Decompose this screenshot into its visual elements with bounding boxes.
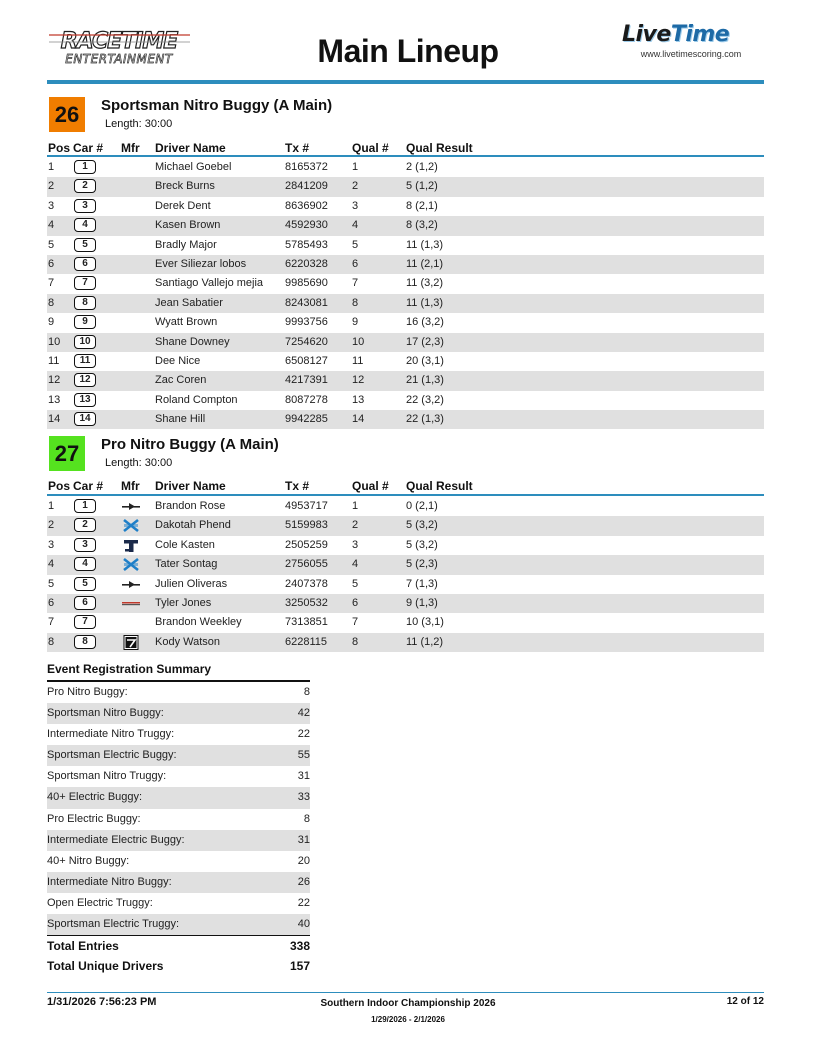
- total-entries-row: [47, 935, 310, 956]
- pos-cell: 5: [48, 577, 55, 590]
- table-row: [47, 391, 764, 410]
- table-header-27: [47, 478, 764, 494]
- qual-number-cell: 14: [352, 413, 365, 426]
- summary-class-count: 22: [297, 728, 310, 741]
- qual-result-cell: 11 (1,2): [406, 635, 444, 648]
- pos-cell: 7: [48, 277, 55, 290]
- car-number-box: 13: [74, 393, 96, 407]
- livetime-time: Time: [670, 22, 730, 47]
- livetime-wordmark: [622, 22, 764, 47]
- qual-number-cell: 3: [352, 538, 359, 551]
- qual-number-cell: 7: [352, 277, 359, 290]
- summary-class-label: Sportsman Nitro Truggy:: [47, 770, 167, 783]
- summary-class-label: 40+ Nitro Buggy:: [47, 854, 130, 867]
- pos-cell: 11: [48, 354, 60, 367]
- race-name: Sportsman Nitro Buggy (A Main): [101, 97, 333, 114]
- transponder-cell: 8087278: [285, 393, 328, 406]
- table-row: [47, 236, 764, 255]
- pos-cell: 6: [48, 596, 55, 609]
- summary-class-count: 8: [303, 686, 310, 698]
- pos-cell: 1: [48, 500, 55, 512]
- driver-name-cell: Tater Sontag: [155, 558, 218, 571]
- transponder-cell: 7254620: [285, 335, 328, 348]
- pos-cell: 4: [48, 219, 55, 232]
- car-number-box: 3: [74, 199, 96, 213]
- col-qual-result: Qual Result: [406, 479, 473, 493]
- driver-name-cell: Jean Sabatier: [155, 296, 223, 309]
- table-row: [47, 333, 764, 352]
- livetime-live: Live: [622, 22, 671, 47]
- qual-result-cell: 2 (1,2): [406, 161, 438, 173]
- summary-row: [47, 893, 310, 914]
- qual-number-cell: 4: [352, 219, 359, 232]
- qual-result-cell: 5 (3,2): [406, 519, 438, 532]
- race-number-badge: 27: [49, 436, 85, 471]
- col-qual: Qual #: [352, 479, 389, 493]
- driver-name-cell: Roland Compton: [155, 393, 238, 406]
- qual-result-cell: 7 (1,3): [406, 577, 438, 590]
- qual-result-cell: 5 (3,2): [406, 538, 438, 551]
- box-manufacturer-icon: [121, 635, 141, 650]
- col-tx: Tx #: [285, 141, 310, 155]
- qual-result-cell: 20 (3,1): [406, 354, 444, 367]
- transponder-cell: 8165372: [285, 161, 328, 173]
- col-qual-result: Qual Result: [406, 141, 473, 155]
- pos-cell: 14: [48, 413, 61, 426]
- table-row: [47, 352, 764, 371]
- qual-number-cell: 6: [352, 596, 359, 609]
- summary-class-count: 31: [297, 770, 310, 783]
- table-row: [47, 516, 764, 535]
- qual-number-cell: 1: [352, 161, 359, 173]
- transponder-cell: 4953717: [285, 500, 328, 512]
- summary-class-count: 8: [303, 812, 310, 825]
- qual-number-cell: 8: [352, 635, 359, 648]
- pos-cell: 8: [48, 296, 55, 309]
- dash-manufacturer-icon: [121, 577, 141, 592]
- summary-row: [47, 724, 310, 745]
- table-row: [47, 177, 764, 196]
- table-row: [47, 633, 764, 652]
- qual-number-cell: 6: [352, 257, 359, 270]
- qual-result-cell: 9 (1,3): [406, 596, 438, 609]
- qual-result-cell: 16 (3,2): [406, 316, 444, 329]
- lineup-table-26: [47, 158, 764, 429]
- qual-number-cell: 2: [352, 180, 359, 193]
- t-manufacturer-icon: [121, 538, 141, 553]
- table-row: [47, 371, 764, 390]
- transponder-cell: 9985690: [285, 277, 328, 290]
- driver-name-cell: Bradly Major: [155, 238, 217, 251]
- driver-name-cell: Derek Dent: [155, 199, 211, 212]
- transponder-cell: 2505259: [285, 538, 328, 551]
- qual-result-cell: 17 (2,3): [406, 335, 444, 348]
- pos-cell: 2: [48, 519, 55, 532]
- table-row: [47, 536, 764, 555]
- qual-result-cell: 10 (3,1): [406, 616, 444, 629]
- printed-timestamp: 1/31/2026 7:56:23 PM: [47, 996, 157, 1008]
- summary-row: [47, 682, 310, 703]
- qual-result-cell: 22 (3,2): [406, 393, 444, 406]
- transponder-cell: 8636902: [285, 199, 328, 212]
- qual-result-cell: 11 (1,3): [406, 296, 444, 309]
- total-unique-value: 157: [289, 959, 310, 974]
- footer-rule: [47, 992, 764, 993]
- total-entries-label: Total Entries: [47, 939, 119, 954]
- qual-number-cell: 8: [352, 296, 359, 309]
- qual-number-cell: 5: [352, 238, 359, 251]
- pos-cell: 7: [48, 616, 55, 629]
- pos-cell: 4: [48, 558, 55, 571]
- transponder-cell: 4592930: [285, 219, 328, 232]
- qual-number-cell: 13: [352, 393, 365, 406]
- qual-result-cell: 5 (1,2): [406, 180, 438, 193]
- summary-row: [47, 745, 310, 766]
- driver-name-cell: Wyatt Brown: [155, 316, 218, 329]
- qual-number-cell: 7: [352, 616, 359, 629]
- car-number-box: 7: [74, 276, 96, 290]
- car-number-box: 9: [74, 315, 96, 329]
- summary-class-count: 22: [297, 896, 310, 909]
- total-unique-label: Total Unique Drivers: [47, 959, 164, 974]
- transponder-cell: 2407378: [285, 577, 328, 590]
- col-car: Car #: [73, 479, 104, 493]
- event-name: Southern Indoor Championship 2026: [320, 998, 496, 1009]
- table-row: [47, 555, 764, 574]
- qual-number-cell: 2: [352, 519, 359, 532]
- race-length: Length: 30:00: [105, 457, 173, 469]
- car-number-box: 1: [74, 160, 96, 174]
- driver-name-cell: Tyler Jones: [155, 596, 212, 609]
- summary-class-label: Sportsman Nitro Buggy:: [47, 707, 164, 720]
- table-row: [47, 158, 764, 177]
- driver-name-cell: Brandon Rose: [155, 500, 226, 512]
- driver-name-cell: Santiago Vallejo mejia: [155, 277, 264, 290]
- transponder-cell: 7313851: [285, 616, 328, 629]
- pos-cell: 1: [48, 161, 55, 173]
- driver-name-cell: Dakotah Phend: [155, 519, 231, 532]
- qual-number-cell: 1: [352, 500, 359, 512]
- col-car: Car #: [73, 141, 104, 155]
- livetime-url: www.livetimescoring.com: [640, 49, 742, 59]
- col-qual: Qual #: [352, 141, 389, 155]
- transponder-cell: 2841209: [285, 180, 328, 193]
- summary-class-label: Intermediate Electric Buggy:: [47, 833, 185, 846]
- qual-result-cell: 11 (2,1): [406, 257, 444, 270]
- summary-row: [47, 703, 310, 724]
- qual-result-cell: 11 (3,2): [406, 277, 444, 290]
- car-number-box: 3: [74, 538, 96, 552]
- pos-cell: 2: [48, 180, 55, 193]
- transponder-cell: 5159983: [285, 519, 328, 532]
- driver-name-cell: Dee Nice: [155, 354, 201, 367]
- summary-class-count: 20: [297, 854, 310, 867]
- x-manufacturer-icon: [121, 557, 141, 572]
- summary-class-count: 55: [297, 749, 310, 762]
- summary-class-label: Intermediate Nitro Truggy:: [47, 728, 175, 741]
- page-number: 12 of 12: [726, 996, 764, 1007]
- summary-class-label: Open Electric Truggy:: [47, 896, 153, 909]
- col-driver: Driver Name: [155, 479, 226, 493]
- col-pos: Pos: [48, 479, 71, 493]
- table-row: [47, 497, 764, 516]
- col-mfr: Mfr: [121, 141, 140, 155]
- qual-number-cell: 3: [352, 199, 359, 212]
- summary-row: [47, 851, 310, 872]
- pos-cell: 12: [48, 374, 61, 387]
- summary-row: [47, 914, 310, 935]
- car-number-box: 11: [74, 354, 96, 368]
- car-number-box: 5: [74, 577, 96, 591]
- summary-class-count: 33: [297, 791, 310, 804]
- table-row: [47, 255, 764, 274]
- summary-title: Event Registration Summary: [47, 662, 212, 676]
- transponder-cell: 5785493: [285, 238, 328, 251]
- qual-number-cell: 12: [352, 374, 365, 387]
- pos-cell: 9: [48, 316, 55, 329]
- summary-class-label: Sportsman Electric Buggy:: [47, 749, 177, 762]
- car-number-box: 10: [74, 335, 96, 349]
- qual-result-cell: 0 (2,1): [406, 500, 438, 512]
- driver-name-cell: Michael Goebel: [155, 161, 232, 173]
- car-number-box: 4: [74, 218, 96, 232]
- pos-cell: 5: [48, 238, 55, 251]
- transponder-cell: 6508127: [285, 354, 328, 367]
- car-number-box: 4: [74, 557, 96, 571]
- table-row: [47, 575, 764, 594]
- car-number-box: 2: [74, 518, 96, 532]
- summary-class-label: Intermediate Nitro Buggy:: [47, 875, 172, 888]
- driver-name-cell: Zac Coren: [155, 374, 207, 387]
- qual-result-cell: 5 (2,3): [406, 558, 438, 571]
- car-number-box: 8: [74, 635, 96, 649]
- transponder-cell: 9942285: [285, 413, 328, 426]
- pos-cell: 8: [48, 635, 55, 648]
- pos-cell: 10: [48, 335, 61, 348]
- lineup-table-27: [47, 497, 764, 652]
- qual-number-cell: 4: [352, 558, 359, 571]
- table-row: [47, 274, 764, 293]
- table-row: [47, 410, 764, 429]
- qual-number-cell: 5: [352, 577, 359, 590]
- event-dates: 1/29/2026 - 2/1/2026: [371, 1015, 445, 1024]
- pos-cell: 13: [48, 393, 61, 406]
- race-length: Length: 30:00: [105, 118, 173, 130]
- car-number-box: 1: [74, 499, 96, 513]
- summary-class-count: 40: [297, 918, 310, 931]
- logo-left-subword: ENTERTAINMENT: [65, 52, 173, 66]
- summary-row: [47, 809, 310, 830]
- driver-name-cell: Julien Oliveras: [155, 577, 228, 590]
- summary-class-count: 31: [297, 833, 310, 846]
- summary-row: [47, 830, 310, 851]
- pos-cell: 6: [48, 257, 55, 270]
- col-tx: Tx #: [285, 479, 310, 493]
- qual-result-cell: 21 (1,3): [406, 374, 444, 387]
- transponder-cell: 9993756: [285, 316, 328, 329]
- logo-left-word: RACETIME: [60, 29, 178, 54]
- x-manufacturer-icon: [121, 518, 141, 533]
- transponder-cell: 6220328: [285, 257, 328, 270]
- qual-result-cell: 11 (1,3): [406, 238, 444, 251]
- car-number-box: 6: [74, 596, 96, 610]
- livetime-logo: [622, 22, 764, 59]
- driver-name-cell: Brandon Weekley: [155, 616, 242, 629]
- summary-rows: [47, 682, 310, 935]
- summary-row: [47, 872, 310, 893]
- header-rule: [47, 80, 764, 84]
- summary-row: [47, 787, 310, 808]
- car-number-box: 12: [74, 373, 96, 387]
- page-title: Main Lineup: [317, 33, 499, 69]
- driver-name-cell: Shane Downey: [155, 335, 230, 348]
- car-number-box: 6: [74, 257, 96, 271]
- summary-class-count: 26: [297, 875, 310, 888]
- transponder-cell: 8243081: [285, 296, 328, 309]
- driver-name-cell: Breck Burns: [155, 180, 215, 193]
- col-pos: Pos: [48, 141, 71, 155]
- pos-cell: 3: [48, 538, 55, 551]
- dash-manufacturer-icon: [121, 499, 141, 514]
- qual-result-cell: 8 (2,1): [406, 199, 438, 212]
- col-driver: Driver Name: [155, 141, 226, 155]
- car-number-box: 8: [74, 296, 96, 310]
- table-header-rule: [47, 494, 764, 496]
- driver-name-cell: Kasen Brown: [155, 219, 221, 232]
- qual-result-cell: 22 (1,3): [406, 413, 444, 426]
- col-mfr: Mfr: [121, 479, 140, 493]
- qual-number-cell: 9: [352, 316, 359, 329]
- car-number-box: 7: [74, 615, 96, 629]
- table-row: [47, 313, 764, 332]
- qual-number-cell: 11: [352, 354, 364, 367]
- summary-class-label: Pro Electric Buggy:: [47, 812, 141, 825]
- qual-result-cell: 8 (3,2): [406, 219, 438, 232]
- table-row: [47, 613, 764, 632]
- summary-row: [47, 766, 310, 787]
- transponder-cell: 3250532: [285, 596, 328, 609]
- summary-class-label: Sportsman Electric Truggy:: [47, 918, 180, 931]
- pos-cell: 3: [48, 199, 55, 212]
- driver-name-cell: Cole Kasten: [155, 538, 215, 551]
- race-name: Pro Nitro Buggy (A Main): [101, 436, 279, 453]
- transponder-cell: 4217391: [285, 374, 328, 387]
- event-registration-summary: [47, 662, 310, 977]
- transponder-cell: 2756055: [285, 558, 328, 571]
- summary-class-label: 40+ Electric Buggy:: [47, 791, 143, 804]
- car-number-box: 14: [74, 412, 96, 426]
- total-entries-value: 338: [289, 939, 310, 954]
- qual-number-cell: 10: [352, 335, 365, 348]
- transponder-cell: 6228115: [285, 635, 328, 648]
- table-header-26: [47, 140, 764, 156]
- summary-class-count: 42: [297, 707, 310, 720]
- table-row: [47, 294, 764, 313]
- car-number-box: 2: [74, 179, 96, 193]
- driver-name-cell: Kody Watson: [155, 635, 221, 648]
- car-number-box: 5: [74, 238, 96, 252]
- table-row: [47, 594, 764, 613]
- stripe-manufacturer-icon: [121, 596, 141, 611]
- table-row: [47, 216, 764, 235]
- table-row: [47, 197, 764, 216]
- summary-class-label: Pro Nitro Buggy:: [47, 686, 128, 698]
- table-header-rule: [47, 155, 764, 157]
- driver-name-cell: Ever Siliezar lobos: [155, 257, 247, 270]
- race-number-badge: 26: [49, 97, 85, 132]
- total-unique-drivers-row: [47, 956, 310, 977]
- driver-name-cell: Shane Hill: [155, 413, 206, 426]
